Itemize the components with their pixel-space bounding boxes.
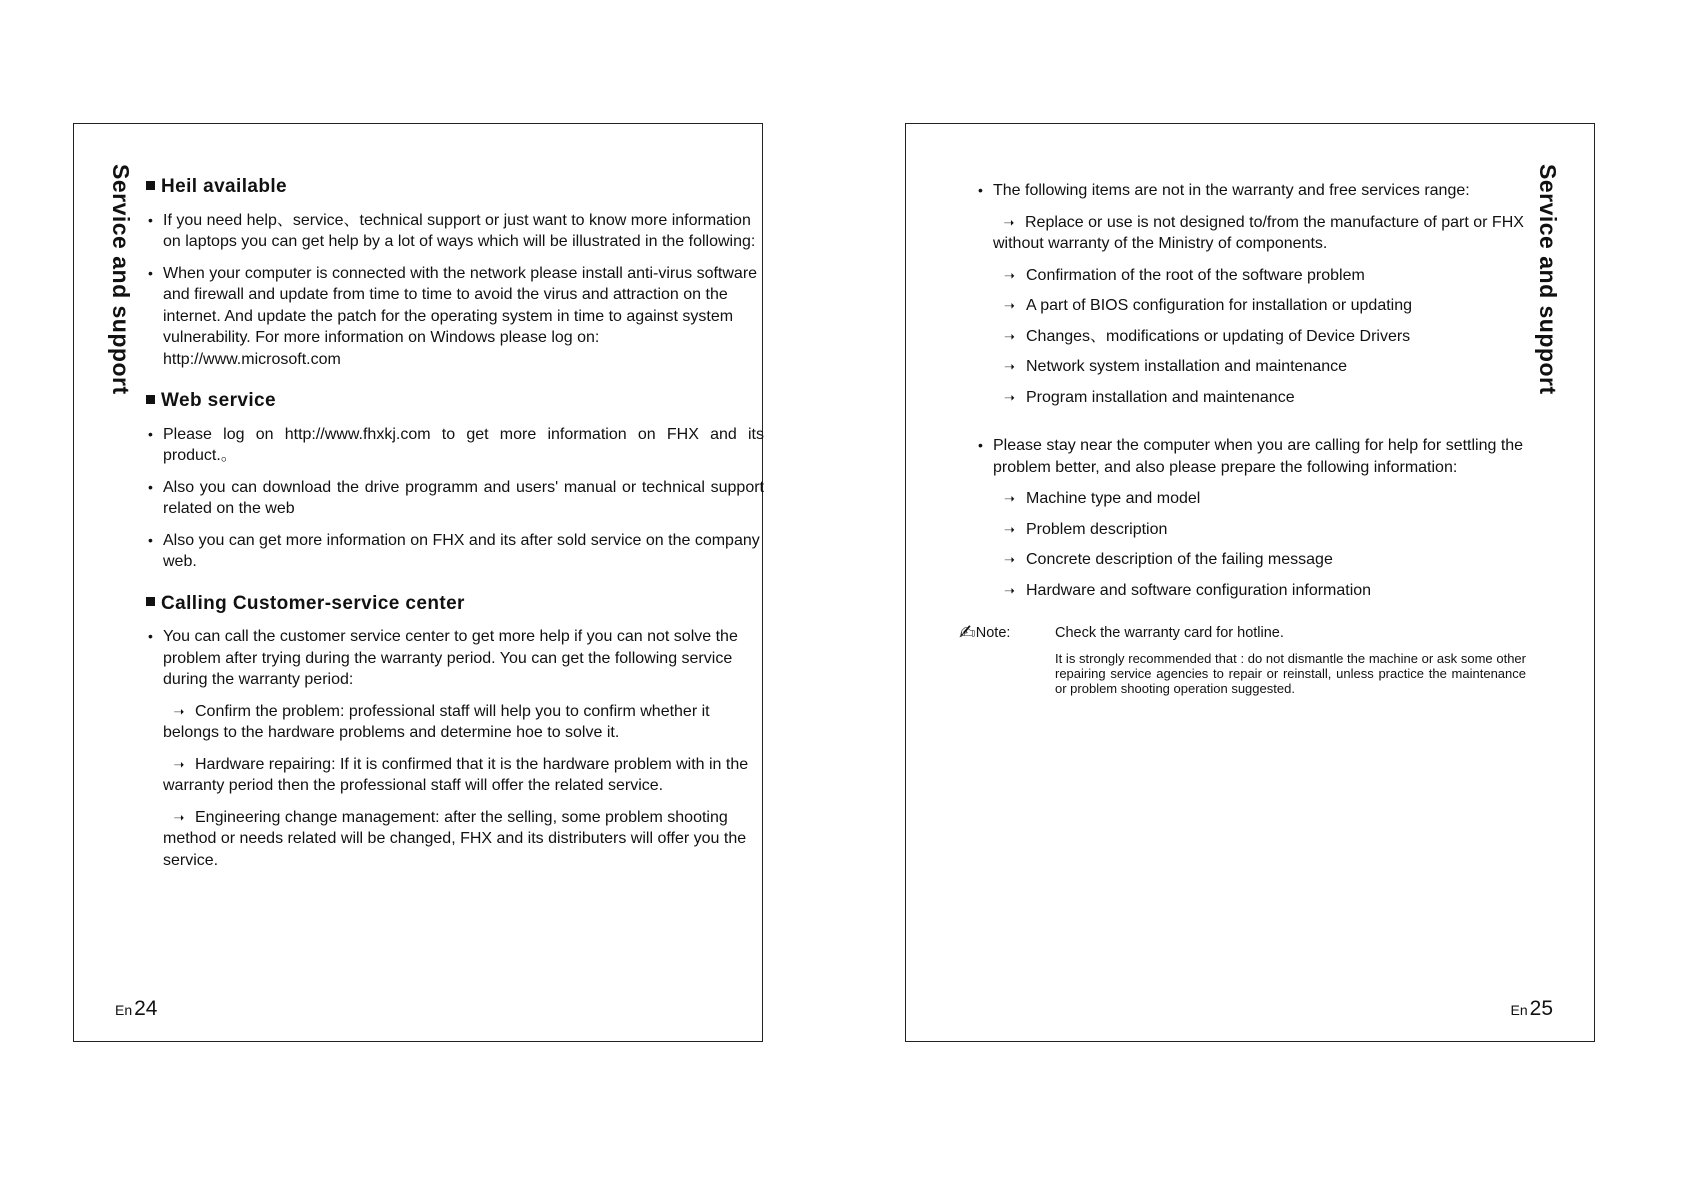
note-hotline: Check the warranty card for hotline. xyxy=(1055,625,1284,641)
page-content xyxy=(146,176,764,881)
arrow-right-icon: ➝ xyxy=(1004,267,1015,283)
list-item-text: Program installation and maintenance xyxy=(1026,388,1295,406)
list-item xyxy=(993,519,1526,541)
list-item-text: Hardware and software configuration information xyxy=(1026,581,1372,599)
bullet-item: • When your computer is connected with the network please install anti-virus software and firewall and update from time to time to avoid the virus and attraction on the internet. And update the patch for the operating system in time to against system vulnerability. For more information on Windows please log on: http://www.microsoft.com xyxy=(146,263,764,371)
arrow-right-icon: ➝ xyxy=(1004,359,1015,374)
page-number-prefix: En xyxy=(115,1002,133,1018)
list-item-text: Changes、modifications or updating of Device Drivers xyxy=(1026,327,1411,345)
page-number-prefix: En xyxy=(1510,1002,1528,1018)
list-item xyxy=(993,580,1526,602)
arrow-right-icon: ➝ xyxy=(173,756,185,772)
bullet-item: • Please stay near the computer when you are calling for help for settling the problem better, and also please prepare the following information: xyxy=(976,435,1526,478)
arrow-right-icon: ➝ xyxy=(1004,552,1015,567)
section-title: Calling Customer-service center xyxy=(161,592,465,614)
bullet-item: • Also you can get more information on FHX and its after sold service on the company web. xyxy=(146,530,764,573)
note-label: Note: xyxy=(975,625,1011,641)
manual-page-right xyxy=(905,123,1595,1042)
arrow-paragraph-text: Hardware repairing: If it is confirmed that it is the hardware problem with in the warranty period then the professional staff will offer the related service. xyxy=(163,755,749,794)
list-item-text: Network system installation and maintenance xyxy=(1026,358,1348,375)
list-item-text: Machine type and model xyxy=(1026,490,1201,507)
page-number-value: 24 xyxy=(134,997,158,1020)
arrow-paragraph xyxy=(993,212,1526,255)
section-heading-heil-available xyxy=(146,176,764,198)
arrow-right-icon: ➝ xyxy=(173,703,185,719)
section-heading-web-service xyxy=(146,390,764,412)
arrow-paragraph xyxy=(163,701,764,744)
arrow-right-icon: ➝ xyxy=(1004,389,1015,405)
arrow-right-icon: ➝ xyxy=(1004,298,1015,313)
arrow-right-icon: ➝ xyxy=(1004,491,1015,506)
note-header xyxy=(959,623,1038,696)
list-item-text: Confirmation of the root of the software problem xyxy=(1026,266,1365,284)
arrow-right-icon: ➝ xyxy=(1004,328,1015,344)
section-title: Heil available xyxy=(161,176,288,197)
page-number xyxy=(1511,997,1553,1021)
list-item xyxy=(993,549,1526,571)
bullet-item: • The following items are not in the warranty and free services range: xyxy=(976,180,1526,202)
bullet-item: • Please log on http://www.fhxkj.com to get more information on FHX and its product.。 xyxy=(146,424,764,467)
list-item xyxy=(993,356,1526,378)
arrow-paragraph-text: Confirm the problem: professional staff will help you to confirm whether it belongs to the hardware problems and determine hoe to solve it. xyxy=(163,702,710,741)
page-number xyxy=(115,997,157,1021)
page-number-value: 25 xyxy=(1529,997,1553,1020)
list-item xyxy=(993,295,1526,317)
arrow-right-icon: ➝ xyxy=(1003,214,1015,230)
arrow-right-icon: ➝ xyxy=(1004,582,1015,598)
pen-icon: ✍ xyxy=(959,622,976,644)
square-icon xyxy=(146,181,155,190)
arrow-right-icon: ➝ xyxy=(1004,521,1015,537)
arrow-paragraph xyxy=(163,807,764,872)
list-item xyxy=(993,387,1526,409)
section-title: Web service xyxy=(161,390,276,411)
list-item xyxy=(993,488,1526,510)
warranty-exclusions-list xyxy=(993,212,1526,409)
arrow-right-icon: ➝ xyxy=(173,809,185,825)
manual-page-left xyxy=(73,123,763,1042)
bullet-item: • If you need help、service、technical support or just want to know more information on laptops you can get help by a lot of ways which will be illustrated in the following: xyxy=(146,210,764,253)
bullet-item: • Also you can download the drive programm and users' manual or technical support related on the web xyxy=(146,477,764,520)
square-icon xyxy=(146,597,155,606)
list-item-text: Problem description xyxy=(1026,520,1168,538)
section-heading-calling-customer-service xyxy=(146,593,764,615)
bullet-item: • You can call the customer service center to get more help if you can not solve the problem after trying during the warranty period. You can get the following service during the warranty period: xyxy=(146,626,764,691)
list-item xyxy=(993,326,1526,348)
note-block xyxy=(959,622,1526,696)
note-recommendation: It is strongly recommended that : do not dismantle the machine or ask some other repairing service agencies to repair or reinstall, unless practice the maintenance or problem shooting operation suggested. xyxy=(1055,650,1526,696)
arrow-paragraph-text: Engineering change management: after the selling, some problem shooting method or needs related will be changed, FHX and its distributers will offer you the service. xyxy=(163,808,747,869)
list-item-text: Concrete description of the failing message xyxy=(1026,551,1333,568)
page-content xyxy=(959,180,1526,696)
list-item-text: Replace or use is not designed to/from the manufacture of part or FHX without warranty of the Ministry of components. xyxy=(993,213,1524,252)
side-title: Service and support xyxy=(108,164,134,395)
note-body xyxy=(1055,623,1526,696)
square-icon xyxy=(146,395,155,404)
side-title: Service and support xyxy=(1535,164,1561,395)
arrow-paragraph xyxy=(163,754,764,797)
prepare-info-list xyxy=(993,488,1526,601)
list-item-text: A part of BIOS configuration for installation or updating xyxy=(1026,297,1413,314)
list-item xyxy=(993,265,1526,287)
